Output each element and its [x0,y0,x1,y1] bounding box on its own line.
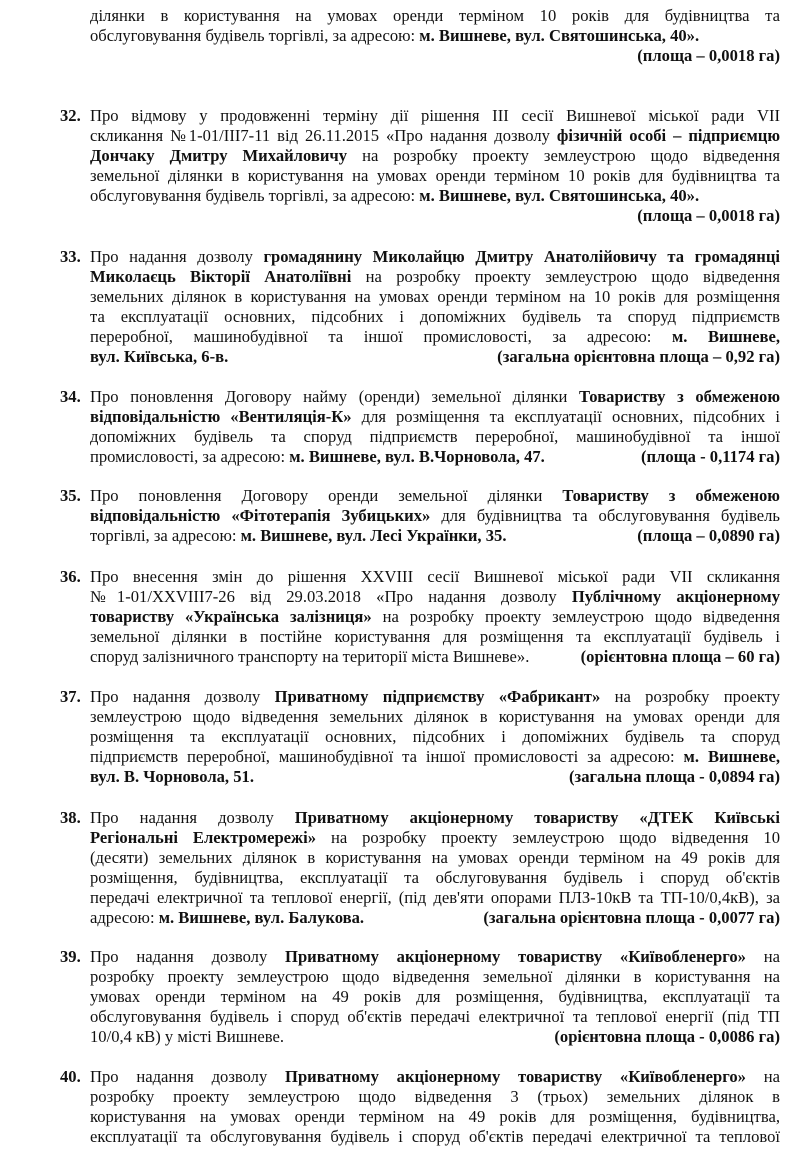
paragraph-line: Дончаку Дмитру Михайловичу на розробку проекту землеустрою щодо відведення [90,146,780,165]
area-note: (загальна орієнтовна площа – 0,92 га) [497,347,780,366]
paragraph-line: товариству «Українська залізниця» на розробку проекту землеустрою щодо відведення [90,607,780,626]
item-number: 34. [60,387,81,406]
paragraph-line: Про надання дозволу Приватному акціонерному товариству «ДТЕК Київські [90,808,780,827]
paragraph-line: землеустрою щодо відведення земельних ділянок в користування на умовах оренди для [90,707,780,726]
paragraph-line: скликання №1-01/ІІІ7-11 від 26.11.2015 «Про надання дозволу фізичній особі – підприємцю [90,126,781,145]
paragraph-line: Про надання дозволу Приватному підприємству «Фабрикант» на розробку проекту [90,687,780,706]
paragraph-line: розробку проекту землеустрою щодо відведення земельної ділянки в користування на [90,967,780,986]
area-note: (площа – 0,0018 га) [637,46,780,65]
paragraph-line: відповідальністю «Фітотерапія Зубицьких» для будівництва та обслуговування будівель [90,506,780,525]
item-number: 36. [60,567,81,586]
paragraph-line: Про поновлення Договору найму (оренди) земельної ділянки Товариству з обмеженою [90,387,781,406]
area-note: (площа - 0,1174 га) [640,447,780,466]
paragraph-line: та експлуатації основних, підсобних і допоміжних будівель та споруд підприємств [90,307,780,326]
area-note: (загальна орієнтовна площа - 0,0077 га) [483,908,780,927]
paragraph-line: споруд залізничного транспорту на території міста Вишневе». (орієнтовна площа – 60 га) [90,647,780,666]
item-number: 33. [60,247,81,266]
item-number: 37. [60,687,81,706]
item-number: 40. [60,1067,81,1086]
paragraph-line: торгівлі, за адресою: м. Вишневе, вул. Лесі Українки, 35. (площа – 0,0890 га) [90,526,780,545]
paragraph-line: вул. Київська, 6-в. (загальна орієнтовна площа – 0,92 га) [90,347,780,366]
paragraph-line: розробку проекту землеустрою щодо відведення 3 (трьох) земельних ділянок в [90,1087,780,1106]
paragraph-line: обслуговування будівель торгівлі, за адресою: м. Вишневе, вул. Святошинська, 40». [90,26,700,45]
paragraph-line: промисловості, за адресою: м. Вишневе, вул. В.Чорновола, 47. (площа - 0,1174 га) [90,447,780,466]
paragraph-line: експлуатації та обслуговування будівель і споруд об'єктів передачі електричної та теплової [90,1127,780,1146]
item-number: 35. [60,486,81,505]
area-note: (загальна площа - 0,0894 га) [569,767,780,786]
item-number: 32. [60,106,81,125]
item-number: 39. [60,947,81,966]
paragraph-line: №1-01/XXVIII7-26 від 29.03.2018 «Про надання дозволу Публічному акціонерному [90,587,781,606]
paragraph-line: Про відмову у продовженні терміну дії рішення ІІІ сесії Вишневої міської ради VII [90,106,780,125]
paragraph-line: обслуговування будівель торгівлі, за адресою: м. Вишневе, вул. Святошинська, 40». [90,186,700,205]
paragraph-line: ділянки в користування на умовах оренди терміном 10 років для будівництва та [90,6,780,25]
paragraph-line: підприємств переробної, машинобудівної та іншої промисловості за адресою: м. Вишневе, [90,747,780,766]
paragraph-line: відповідальністю «Вентиляція-К» для розміщення та експлуатації основних, підсобних і [90,407,780,426]
paragraph-line: Про надання дозволу громадянину Миколайцю Дмитру Анатолійовичу та громадянці [90,247,781,266]
area-note: (площа – 0,0018 га) [637,206,780,225]
paragraph-line: Про надання дозволу Приватному акціонерному товариству «Київобленерго» на [90,1067,781,1086]
paragraph-line: Регіональні Електромережі» на розробку проекту землеустрою щодо відведення 10 [90,828,780,847]
paragraph-line: земельної ділянки в постійне користування для розміщення та експлуатації будівель і [90,627,780,646]
item-number: 38. [60,808,81,827]
paragraph-line: обслуговування будівель і споруд об'єктів передачі електричної та теплової енергії (під ТП [90,1007,780,1026]
paragraph-line: 10/0,4 кВ) у місті Вишневе. (орієнтовна площа - 0,0086 га) [90,1027,780,1046]
paragraph-line: розміщення, будівництва, експлуатації та обслуговування будівель і споруд об'єктів [90,868,780,887]
paragraph-line: адресою: м. Вишневе, вул. Балукова. (загальна орієнтовна площа - 0,0077 га) [90,908,780,927]
paragraph-line: розміщення та експлуатації основних, підсобних і допоміжних будівель та споруд [90,727,780,746]
paragraph-line: земельної ділянки в користування на умовах оренди терміном 10 років для будівництва та [90,166,780,185]
paragraph-line: користування на умовах оренди терміном на 49 років для розміщення, будівництва, [90,1107,780,1126]
paragraph-line: (десяти) земельних ділянок в користування на умовах оренди терміном на 49 років для [90,848,780,867]
paragraph-line: допоміжних будівель та споруд підприємств переробної, машинобудівної та іншої [90,427,780,446]
paragraph-line: вул. В. Чорновола, 51. (загальна площа - 0,0894 га) [90,767,780,786]
paragraph-line: Про внесення змін до рішення XXVIII сесії Вишневої міської ради VII скликання [90,567,780,586]
paragraph-line: передачі електричної та теплової енергії, (під дев'яти опорами ПЛЗ-10кВ та ТП-10/0,4кВ), за [90,888,780,907]
paragraph-line: Про надання дозволу Приватному акціонерному товариству «Київобленерго» на [90,947,781,966]
paragraph-line: переробної, машинобудівної та іншої промисловості, за адресою: м. Вишневе, [90,327,781,346]
area-note: (орієнтовна площа – 60 га) [580,647,780,666]
paragraph-line: Про поновлення Договору оренди земельної ділянки Товариству з обмеженою [90,486,780,505]
area-note: (орієнтовна площа - 0,0086 га) [554,1027,780,1046]
paragraph-line: Миколаєць Вікторії Анатоліївні на розробку проекту землеустрою щодо відведення [90,267,780,286]
paragraph-line: земельних ділянок в користування на умовах оренди терміном на 10 років для розміщення [90,287,780,306]
area-note: (площа – 0,0890 га) [637,526,780,545]
paragraph-line: умовах оренди терміном на 49 років для розміщення, будівництва, експлуатації та [90,987,780,1006]
